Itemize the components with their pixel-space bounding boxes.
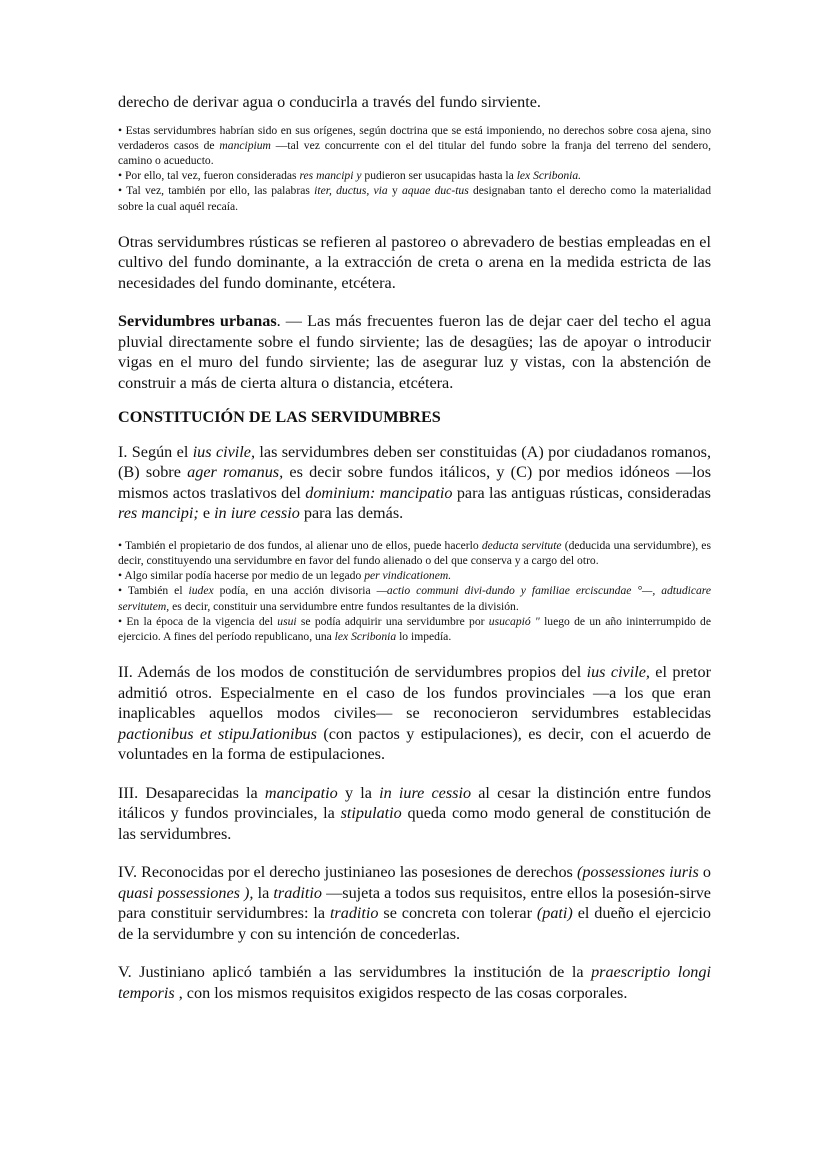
document-page <box>118 92 711 1003</box>
footnote-deducta-servitute: • También el propietario de dos fundos, al alienar uno de ellos, puede hacerlo deducta servitute (deducida una servidumbre), es decir, constituyendo una servidumbre en favor del fundo alienado o del que conserva y a cargo del otro. <box>118 538 711 567</box>
footnotes-block-2 <box>118 538 711 644</box>
section-iii-stipulatio: III. Desaparecidas la mancipatio y la in iure cessio al cesar la distinción entre fundos itálicos y fundos provinciales, la stipulatio queda como modo general de constitución de las servidumbres. <box>118 783 712 843</box>
paragraph-derivar-agua: derecho de derivar agua o conducirla a través del fundo sirviente. <box>118 93 541 111</box>
section-iv-traditio: IV. Reconocidas por el derecho justinianeo las posesiones de derechos (possessiones iuris o quasi possessiones ), la traditio —sujeta a todos sus requisitos, entre ellos la posesión-sirve para constituir servidumbres: la traditio se concreta con tolerar (pati) el dueño el ejercicio de la servidumbre y con su intención de concederlas. <box>118 863 712 943</box>
footnote-mancipium: • Estas servidumbres habrían sido en sus orígenes, según doctrina que se está imponiendo, no derechos sobre cosa ajena, sino verdaderos casos de mancipium —tal vez concurrente con el del titular del fundo sobre la franja del terreno del sendero, camino o acueducto. <box>118 123 711 167</box>
section-i-ius-civile: I. Según el ius civile, las servidumbres deben ser constituidas (A) por ciudadanos romanos, (B) sobre ager romanus, es decir sobre fundos itálicos, y (C) por medios idóneos —los mismos actos traslativos del dominium: mancipatio para las antiguas rústicas, consideradas res mancipi; e in iure cessio para las demás. <box>118 442 712 523</box>
term-servidumbres-urbanas: Servidumbres urbanas <box>118 312 277 331</box>
paragraph-servidumbres-rusticas: Otras servidumbres rústicas se refieren al pastoreo o abrevadero de bestias empleadas en el cultivo del fundo dominante, a la extracción de creta o arena en la medida estricta de las necesidades del fundo dominante, etcétera. <box>118 232 711 292</box>
footnotes-block-1 <box>118 123 711 214</box>
section-heading: CONSTITUCIÓN DE LAS SERVIDUMBRES <box>118 408 441 427</box>
section-ii-pretor: II. Además de los modos de constitución de servidumbres propios del ius civile, el pretor admitió otros. Especialmente en el caso de los fundos provinciales —a los que eran inaplicables aquellos modos civiles— se reconocieron servidumbres establecidas pactionibus et stipuJationibus (con pactos y estipulaciones), es decir, con el acuerdo de voluntades en la forma de estipulaciones. <box>118 663 712 764</box>
footnote-res-mancipi: • Por ello, tal vez, fueron consideradas res mancipi y pudieron ser usucapidas hasta la lex Scribonia. <box>118 169 582 183</box>
footnote-iter-ductus: • Tal vez, también por ello, las palabras iter, ductus, via y aquae duc-tus designaban tanto el derecho como la materialidad sobre la cual aquél recaía. <box>118 184 711 213</box>
footnote-usucapio: • En la época de la vigencia del usui se podía adquirir una servidumbre por usucapió " luego de un año ininterrumpido de ejercicio. A fines del período republicano, una lex Scribonia lo impedía. <box>118 614 711 643</box>
paragraph-servidumbres-urbanas: Servidumbres urbanas. — Las más frecuentes fueron las de dejar caer del techo el agua pluvial directamente sobre el fundo sirviente; las de desagües; las de apoyar o introducir vigas en el muro del fundo sirviente; las de asegurar luz y vistas, con la abstención de construir a más de cierta altura o distancia, etcétera. <box>118 312 712 392</box>
section-v-praescriptio: V. Justiniano aplicó también a las servidumbres la institución de la praescriptio longi temporis , con los mismos requisitos exigidos respecto de las cosas corporales. <box>118 963 711 1002</box>
footnote-iudex: • También el iudex podía, en una acción divisoria —actio communi divi-dundo y familiae erciscundae °—, adtudicare servitutem, es decir, constituir una servidumbre entre fundos resultantes de la división. <box>118 584 712 613</box>
footnote-per-vindicationem: • Algo similar podía hacerse por medio de un legado per vindicationem. <box>118 569 452 583</box>
